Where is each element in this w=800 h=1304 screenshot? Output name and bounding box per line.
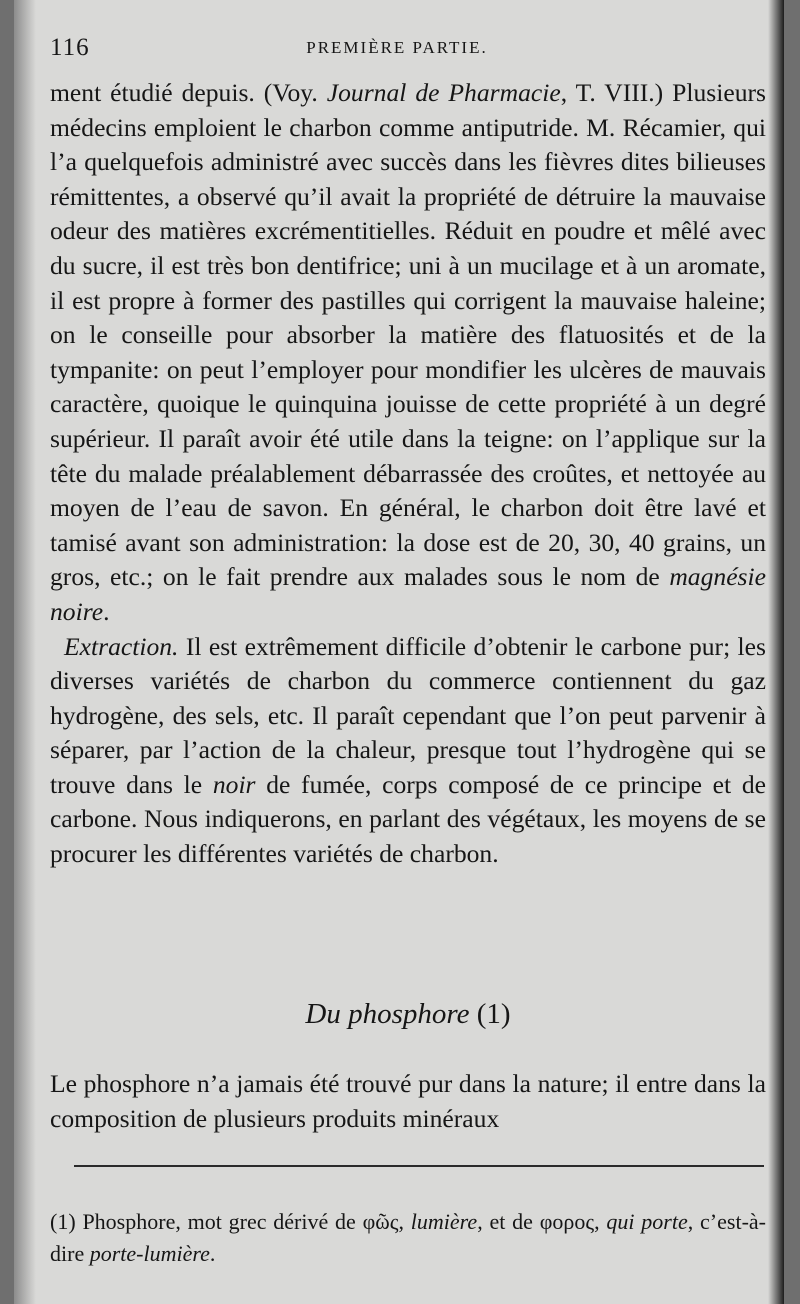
text-run: , T. VIII.) Plusieurs médecins emploient le charbon comme antiputride. M. Récamier, qui l’a quelquefois administré avec succès dans les fièvres dites bilieuses rémittentes, a observé qu’il avait la propriété de détruire la mauvaise odeur des matières excrémentitielles. Réduit en poudre et mêlé avec du sucre, il est très bon dentifrice; uni à un mucilage et à un aromate, il est propre à former des pastilles qui corrigent la mauvaise haleine; on le conseille pour absorber la matière des flatuosités et de la tympanite: on peut l’employer pour mondifier les ulcères de mauvais caractère, quoique le quinquina jouisse de cette propriété à un degré supérieur. Il paraît avoir été utile dans la teigne: on l’applique sur la tête du malade préalablement débarrassée des croûtes, et nettoyée au moyen de l’eau de savon. En général, le charbon doit être lavé et tamisé avant son administration: la dose est de 20, 30, 40 grains, un gros, etc.; on le fait prendre aux malades sous le nom de xyxy=(50,78,766,592)
text-run: , xyxy=(594,1209,607,1234)
text-run: , et de xyxy=(477,1209,540,1234)
paragraph-charbon-uses xyxy=(50,76,766,630)
gutter-shadow xyxy=(14,0,36,1304)
paragraph-extraction xyxy=(50,630,766,872)
section-heading xyxy=(50,998,766,1031)
footnote-ref: (1) xyxy=(469,998,511,1030)
footnote xyxy=(50,1206,766,1270)
text-run: (1) Phosphore, mot grec dérivé de xyxy=(50,1209,363,1234)
text-run: Le phosphore n’a jamais été trouvé pur dans la nature; il entre dans la composition de plusieurs produits minéraux xyxy=(50,1069,766,1133)
text-run: , xyxy=(398,1209,411,1234)
italic-term: noir xyxy=(212,769,256,799)
greek-word: φῶς xyxy=(362,1209,399,1234)
book-page xyxy=(14,0,784,1304)
italic-term: magnésie noire xyxy=(50,562,766,626)
section-paragraph xyxy=(50,1067,766,1136)
greek-word: φορος xyxy=(539,1209,595,1234)
text-run: . xyxy=(209,1241,216,1266)
page-number: 116 xyxy=(50,34,90,61)
italic-term: qui porte xyxy=(606,1209,688,1234)
journal-title: Journal de Pharmacie xyxy=(326,78,561,107)
running-head: PREMIÈRE PARTIE. xyxy=(306,38,488,57)
text-run: de fumée, corps composé de ce principe et de carbone. Nous indiquerons, en parlant des végétaux, les moyens de se procurer les différentes variétés de charbon. xyxy=(50,769,766,869)
italic-term: porte-lumière xyxy=(89,1241,210,1266)
text-run: , c’est-à-dire xyxy=(50,1209,766,1266)
text-run: . xyxy=(103,596,110,626)
section-title: Du phosphore xyxy=(305,998,470,1030)
paragraph-lead: Extraction. xyxy=(64,631,179,661)
italic-term: lumière xyxy=(410,1209,478,1234)
page-edge-shadow xyxy=(768,0,784,1304)
main-text xyxy=(50,76,766,872)
text-run: ment étudié depuis. (Voy. xyxy=(50,78,327,107)
page-header xyxy=(50,34,744,64)
footnote-rule xyxy=(74,1165,764,1167)
text-run: Il est extrêmement difficile d’obtenir le carbone pur; les diverses variétés de charbon du commerce contiennent du gaz hydrogène, des sels, etc. Il paraît cependant que l’on peut parvenir à séparer, par l’action de la chaleur, presque tout l’hydrogène qui se trouve dans le xyxy=(50,631,766,799)
